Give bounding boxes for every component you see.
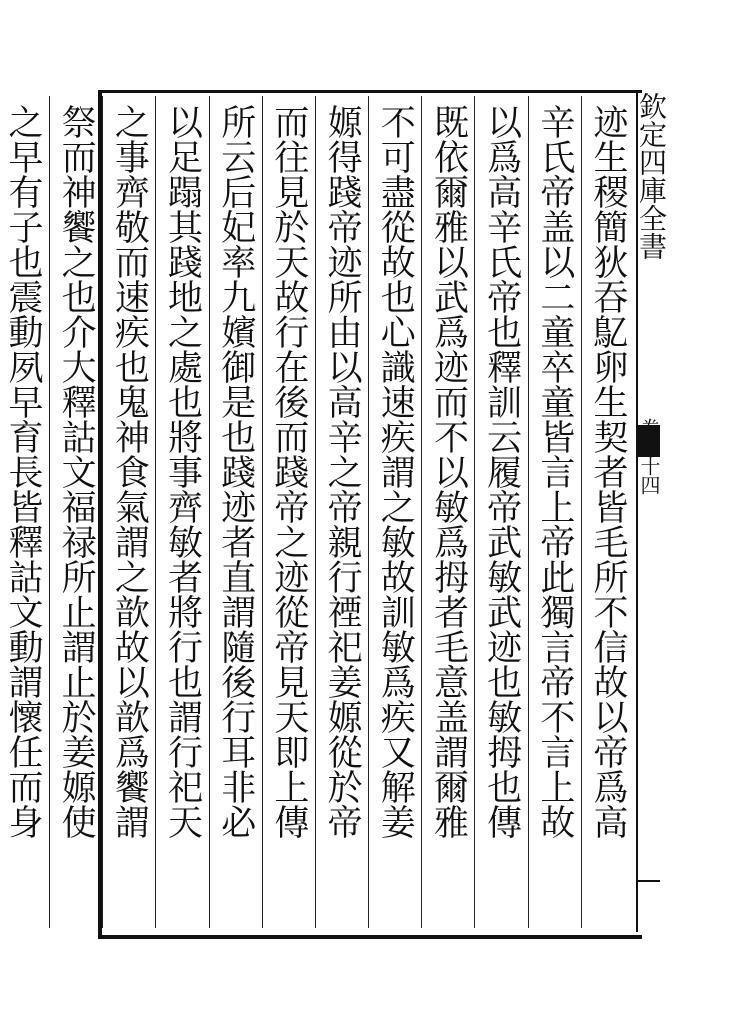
text-column: 既依爾雅以武爲迹而不以敏爲拇者毛意盖謂爾雅	[421, 96, 474, 928]
margin-rule	[636, 880, 660, 882]
text-column: 而往見於天故行在後而踐帝之迹從帝見天即上傳	[262, 96, 315, 928]
text-column: 嫄得踐帝迹所由以高辛之帝親行禋祀姜嫄從於帝	[315, 96, 368, 928]
text-column: 迹生稷簡狄吞鳦卵生契者皆毛所不信故以帝爲高	[581, 96, 634, 928]
text-column: 所云后妃率九嬪御是也踐迹者直謂隨後行耳非必	[209, 96, 262, 928]
text-column: 以爲高辛氏帝也釋訓云履帝武敏武迹也敏拇也傳	[474, 96, 527, 928]
collection-title: 欽定四庫全書	[635, 92, 668, 260]
text-column: 之早有子也震動夙早育長皆釋詁文動謂懷任而身	[0, 96, 49, 928]
text-column: 以足蹋其踐地之處也將事齊敏者將行也謂行祀天	[155, 96, 208, 928]
text-column: 祭而神饗之也介大釋詁文福禄所止謂止於姜嫄使	[49, 96, 102, 928]
main-text	[2, 96, 634, 928]
text-column: 辛氏帝盖以二童卒童皆言上帝此獨言帝不言上故	[528, 96, 581, 928]
volume-label: 卷二十四	[637, 418, 661, 494]
text-column: 不可盡從故也心識速疾謂之敏故訓敏爲疾又解姜	[368, 96, 421, 928]
text-column: 之事齊敬而速疾也鬼神食氣謂之歆故以歆爲饗謂	[102, 96, 155, 928]
